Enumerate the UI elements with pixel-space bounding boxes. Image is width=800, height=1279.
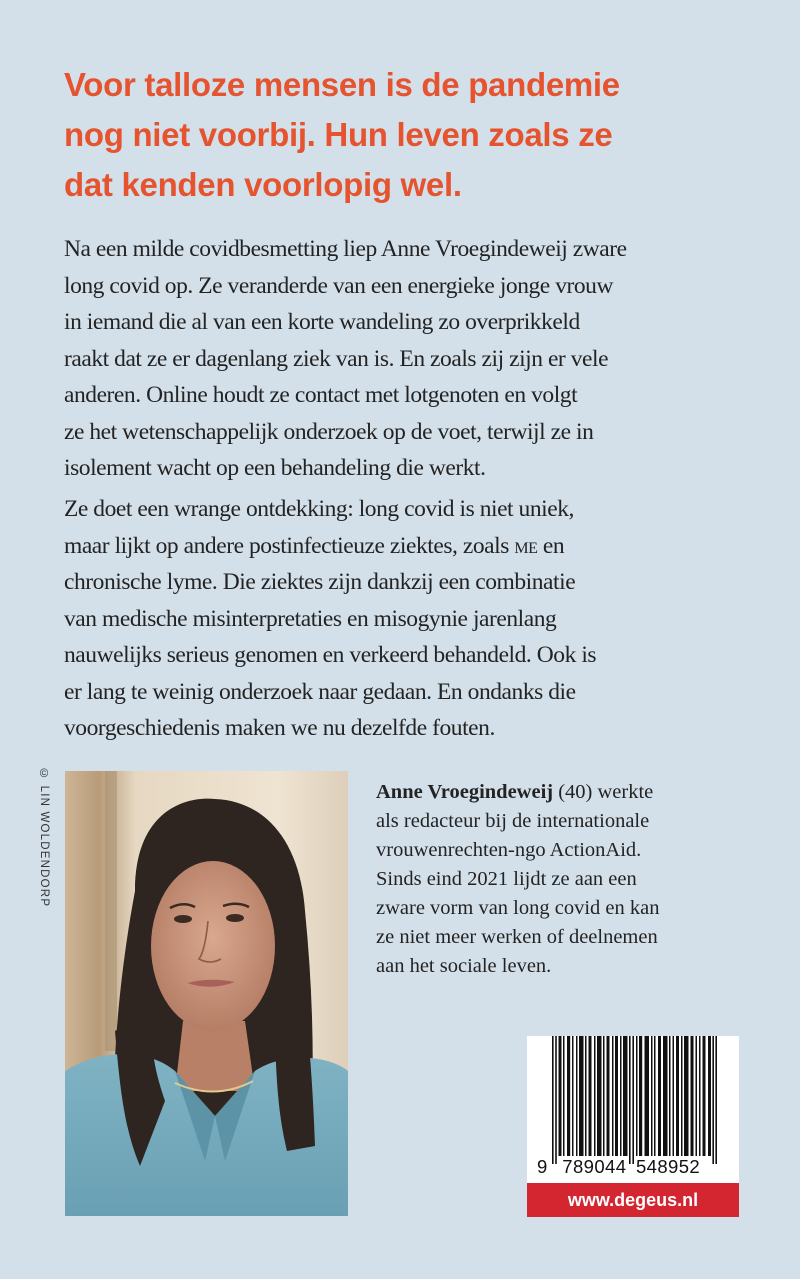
blurb-line: anderen. Online houdt ze contact met lotgenoten en volgt: [64, 382, 578, 408]
portrait-illustration: [65, 771, 348, 1216]
bio-line: Sinds eind 2021 lijdt ze aan een: [376, 868, 637, 890]
barcode: [527, 1036, 739, 1217]
abbreviation-me: me: [514, 532, 538, 559]
bio-line: als redacteur bij de internationale: [376, 810, 650, 832]
blurb-paragraph-1: [64, 231, 764, 487]
blurb-line: isolement wacht op een behandeling die werkt.: [64, 455, 486, 481]
blurb-line: maar lijkt op andere postinfectieuze ziektes, zoals: [64, 532, 515, 559]
blurb-line: en: [537, 532, 565, 559]
blurb-line: raakt dat ze er dagenlang ziek van is. En zoals zij zijn er vele: [64, 345, 609, 372]
publisher-url-link[interactable]: www.degeus.nl: [527, 1183, 739, 1217]
bio-line: zware vorm van long covid en kan: [376, 897, 660, 919]
blurb-line: er lang te weinig onderzoek naar gedaan. En ondanks die: [64, 678, 576, 705]
photo-credit: © LIN WOLDENDORP: [38, 768, 50, 908]
blurb-line: voorgeschiedenis maken we nu dezelfde fouten.: [64, 715, 495, 741]
blurb-line: chronische lyme. Die ziektes zijn dankzij een combinatie: [64, 569, 576, 595]
blurb-paragraph-2: [64, 491, 764, 747]
bio-line: ze niet meer werken of deelnemen: [376, 926, 658, 948]
author-bio: [376, 778, 776, 981]
bio-line: (40) werkte: [553, 781, 654, 803]
author-name: Anne Vroegindeweij: [376, 781, 554, 803]
isbn-number: [537, 1156, 701, 1178]
blurb-line: in iemand die al van een korte wandeling zo overprikkeld: [64, 309, 580, 335]
headline-line-3: dat kenden voorlopig wel.: [64, 166, 462, 203]
isbn-group-1: 789044: [562, 1156, 627, 1177]
author-photo: [65, 771, 348, 1216]
bio-line: aan het sociale leven.: [376, 955, 552, 977]
blurb-line: long covid op. Ze veranderde van een energieke jonge vrouw: [64, 272, 613, 299]
bio-line: vrouwenrechten-ngo ActionAid.: [376, 839, 642, 861]
blurb-line: ze het wetenschappelijk onderzoek op de voet, terwijl ze in: [64, 418, 594, 445]
blurb-line: nauwelijks serieus genomen en verkeerd behandeld. Ook is: [64, 642, 597, 668]
isbn-prefix: 9: [537, 1156, 548, 1177]
barcode-bars-icon: [552, 1036, 717, 1164]
headline: [64, 60, 764, 210]
headline-line-1: Voor talloze mensen is de pandemie: [64, 66, 620, 103]
blurb-line: van medische misinterpretaties en misogynie jarenlang: [64, 605, 557, 632]
isbn-group-2: 548952: [635, 1156, 701, 1177]
headline-line-2: nog niet voorbij. Hun leven zoals ze: [64, 116, 613, 153]
blurb-line: Ze doet een wrange ontdekking: long covid is niet uniek,: [64, 496, 574, 522]
blurb-line: Na een milde covidbesmetting liep Anne Vroegindeweij zware: [64, 236, 627, 262]
